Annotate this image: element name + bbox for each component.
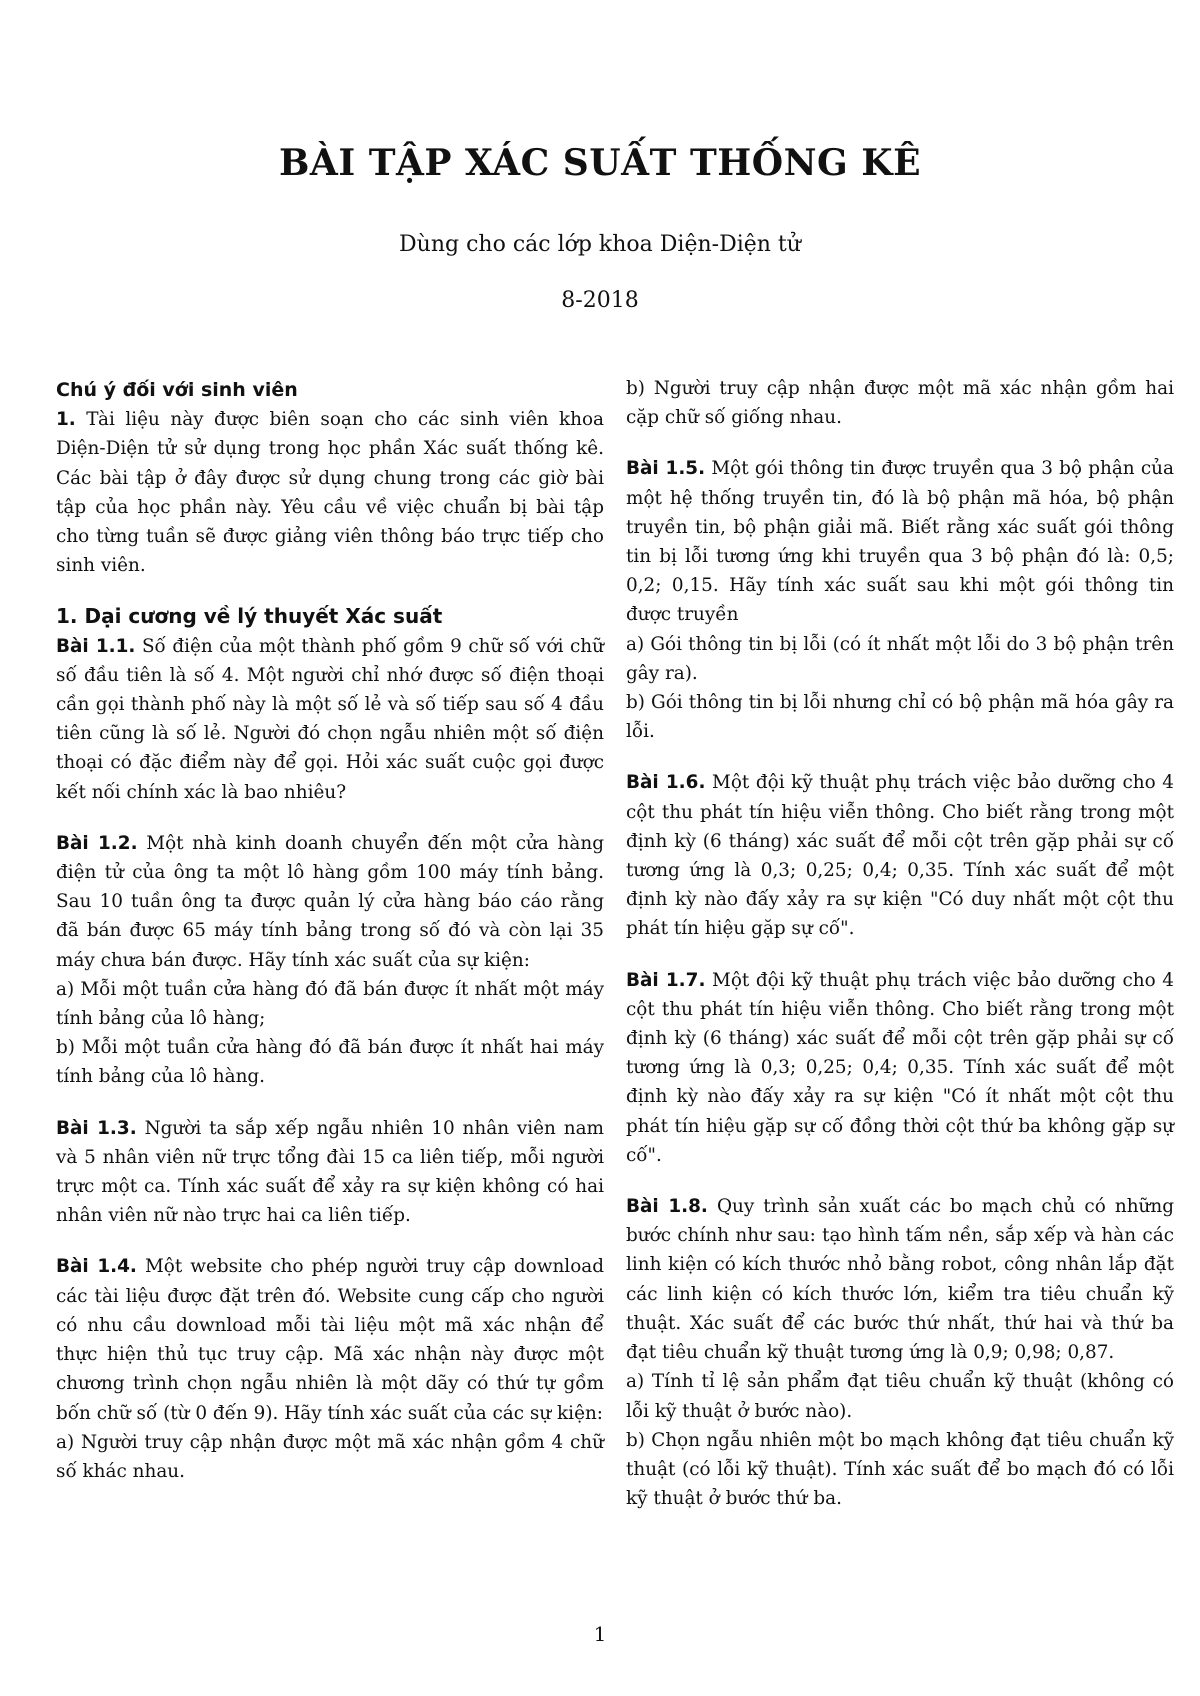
left-column <box>56 376 604 1508</box>
document-title: BÀI TẬP XÁC SUẤT THỐNG KÊ <box>278 142 922 184</box>
exercise-label: Bài 1.3. <box>56 1117 137 1139</box>
exercise-1-8 <box>626 1192 1174 1513</box>
exercise-1-6 <box>626 768 1174 943</box>
exercise-label: Bài 1.1. <box>56 635 136 657</box>
exercise-part-b: b) Mỗi một tuần cửa hàng đó đã bán được ít nhất hai máy tính bảng của lô hàng. <box>56 1037 604 1088</box>
exercise-part-a: a) Tính tỉ lệ sản phẩm đạt tiêu chuẩn kỹ thuật (không có lỗi kỹ thuật ở bước nào). <box>626 1371 1174 1422</box>
exercise-text: Một đội kỹ thuật phụ trách việc bảo dưỡng cho 4 cột thu phát tín hiệu viễn thông. Cho biết rằng trong một định kỳ (6 tháng) xác suất để mỗi cột trên gặp phải sự cố tương ứng là 0,3; 0,25; 0,4; 0,35. Tính xác suất để một định kỳ nào đấy xảy ra sự kiện "Có duy nhất một cột thu phát tín hiệu gặp sự cố". <box>626 772 1174 940</box>
exercise-part-b: b) Gói thông tin bị lỗi nhưng chỉ có bộ phận mã hóa gây ra lỗi. <box>626 692 1174 743</box>
exercise-label: Bài 1.4. <box>56 1256 137 1278</box>
right-column <box>626 374 1174 1535</box>
note-number: 1. <box>56 409 76 431</box>
exercise-label: Bài 1.2. <box>56 832 138 854</box>
exercise-text: Một nhà kinh doanh chuyển đến một cửa hàng điện tử của ông ta một lô hàng gồm 100 máy tính bảng. Sau 10 tuần ông ta được quản lý cửa hàng báo cáo rằng đã bán được 65 máy tính bảng trong số đó và còn lại 35 máy chưa bán được. Hãy tính xác suất của sự kiện: <box>56 832 604 971</box>
exercise-1-1 <box>56 632 604 807</box>
exercise-text: Một gói thông tin được truyền qua 3 bộ phận của một hệ thống truyền tin, đó là bộ phận mã hóa, bộ phận truyền tin, bộ phận giải mã. Biết rằng xác suất gói thông tin bị lỗi tương ứng khi truyền qua 3 bộ phận đó là: 0,5; 0,2; 0,15. Hãy tính xác suất sau khi một gói thông tin được truyền <box>626 458 1174 626</box>
exercise-label: Bài 1.6. <box>626 772 706 794</box>
exercise-1-4-continued <box>626 374 1174 432</box>
section-heading: 1. Dại cương về lý thuyết Xác suất <box>56 604 443 629</box>
exercise-text: Người ta sắp xếp ngẫu nhiên 10 nhân viên nam và 5 nhân viên nữ trực tổng đài 15 ca liên tiếp, mỗi người trực một ca. Tính xác suất để xảy ra sự kiện không có hai nhân viên nữ nào trực hai ca liên tiếp. <box>56 1117 604 1227</box>
exercise-1-4 <box>56 1252 604 1486</box>
note-heading: Chú ý đối với sinh viên <box>56 379 298 401</box>
exercise-text: Quy trình sản xuất các bo mạch chủ có những bước chính như sau: tạo hình tấm nền, sắp xếp và hàn các linh kiện có kích thước nhỏ bằng robot, công nhân lắp đặt các linh kiện có kích thước lớn, kiểm tra tiêu chuẩn kỹ thuật. Xác suất để các bước thứ nhất, thứ hai và thứ ba đạt tiêu chuẩn kỹ thuật tương ứng là 0,9; 0,98; 0,87. <box>626 1196 1174 1364</box>
exercise-text: Một website cho phép người truy cập download các tài liệu được đặt trên đó. Website cung cấp cho người có nhu cầu download mỗi tài liệu một mã xác nhận để thực hiện thủ tục truy cập. Mã xác nhận này được một chương trình chọn ngẫu nhiên là một dãy có thứ tự gồm bốn chữ số (từ 0 đến 9). Hãy tính xác suất của các sự kiện: <box>56 1256 604 1424</box>
page-number: 1 <box>593 1622 607 1646</box>
exercise-1-2 <box>56 829 604 1092</box>
exercise-1-3 <box>56 1114 604 1231</box>
note-paragraph <box>56 405 604 580</box>
note-text: Tài liệu này được biên soạn cho các sinh viên khoa Diện-Diện tử sử dụng trong học phần Xác suất thống kê. Các bài tập ở đây được sử dụng chung trong các giờ bài tập của học phần này. Yêu cầu về việc chuẩn bị bài tập cho từng tuần sẽ được giảng viên thông báo trực tiếp cho sinh viên. <box>56 409 604 577</box>
exercise-text: Số điện của một thành phố gồm 9 chữ số với chữ số đầu tiên là số 4. Một người chỉ nhớ được số điện thoại cần gọi thành phố này là một số lẻ và số tiếp sau số 4 đầu tiên cũng là số lẻ. Người đó chọn ngẫu nhiên một số điện thoại có đặc điểm này để gọi. Hỏi xác suất cuộc gọi được kết nối chính xác là bao nhiêu? <box>56 635 604 803</box>
exercise-1-5 <box>626 454 1174 746</box>
exercise-1-7 <box>626 966 1174 1170</box>
document-subtitle: Dùng cho các lớp khoa Diện-Diện tử <box>399 232 801 257</box>
exercise-part-a: a) Người truy cập nhận được một mã xác nhận gồm 4 chữ số khác nhau. <box>56 1431 604 1482</box>
exercise-label: Bài 1.8. <box>626 1196 708 1218</box>
exercise-label: Bài 1.7. <box>626 969 706 991</box>
exercise-label: Bài 1.5. <box>626 458 706 480</box>
exercise-part-a: a) Mỗi một tuần cửa hàng đó đã bán được ít nhất một máy tính bảng của lô hàng; <box>56 978 604 1030</box>
student-note <box>56 376 604 580</box>
document-date: 8-2018 <box>561 288 639 313</box>
exercise-text: Một đội kỹ thuật phụ trách việc bảo dưỡng cho 4 cột thu phát tín hiệu viễn thông. Cho biết rằng trong một định kỳ (6 tháng) xác suất để mỗi cột trên gặp phải sự cố tương ứng là 0,3; 0,25; 0,4; 0,35. Tính xác suất để một định kỳ nào đấy xảy ra sự kiện "Có ít nhất một cột thu phát tín hiệu gặp sự cố đồng thời cột thứ ba không gặp sự cố". <box>626 969 1174 1166</box>
exercise-part-a: a) Gói thông tin bị lỗi (có ít nhất một lỗi do 3 bộ phận trên gây ra). <box>626 633 1174 684</box>
exercise-part-b: b) Người truy cập nhận được một mã xác nhận gồm hai cặp chữ số giống nhau. <box>626 378 1174 429</box>
exercise-part-b: b) Chọn ngẫu nhiên một bo mạch không đạt tiêu chuẩn kỹ thuật (có lỗi kỹ thuật). Tính xác suất để bo mạch đó có lỗi kỹ thuật ở bước thứ ba. <box>626 1429 1174 1510</box>
